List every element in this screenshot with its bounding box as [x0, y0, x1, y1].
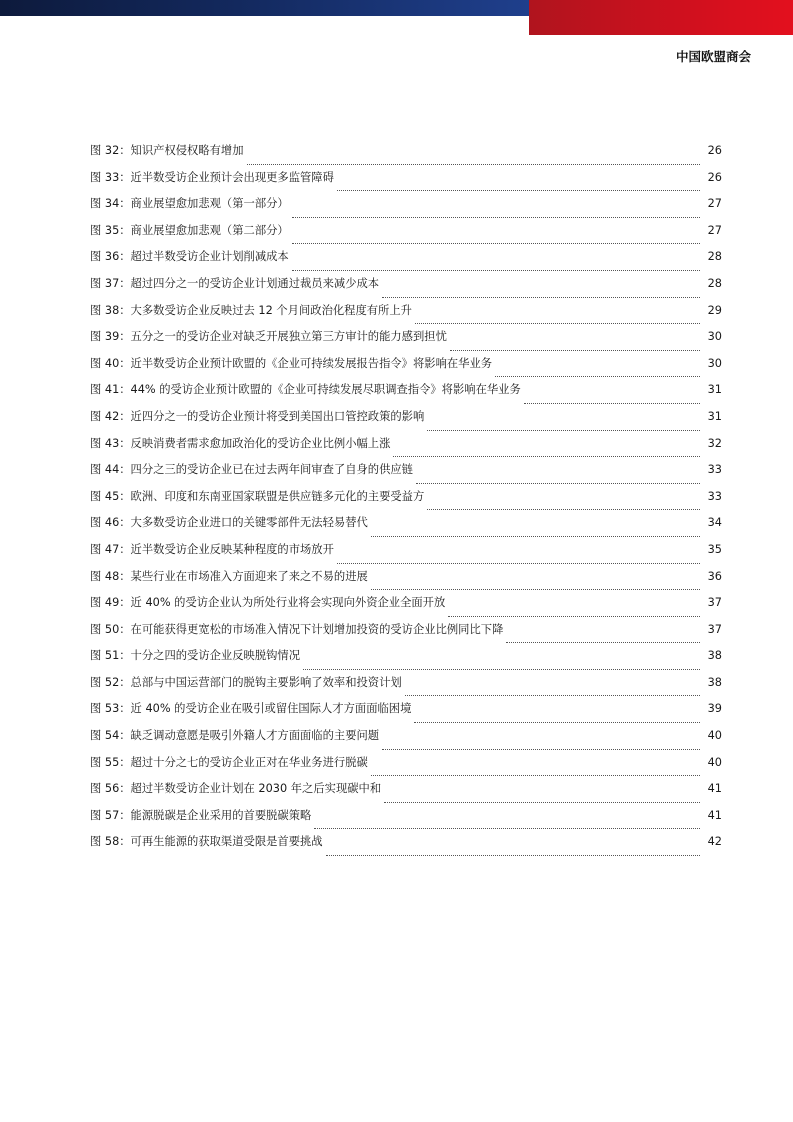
toc-entry-label: 图 34：商业展望愈加悲观（第一部分）: [90, 197, 289, 211]
dot-leader: [427, 430, 700, 431]
header-blue-bar: [0, 0, 529, 16]
toc-entry[interactable]: [90, 647, 722, 674]
toc-entry-page-number: 31: [707, 409, 722, 423]
toc-entry[interactable]: [90, 408, 722, 435]
dot-leader: [247, 164, 700, 165]
organization-name: 中国欧盟商会: [675, 49, 751, 64]
toc-entry-page-number: 32: [707, 436, 722, 450]
toc-entry-label: 图 44：四分之三的受访企业已在过去两年间审查了自身的供应链: [90, 463, 413, 477]
dot-leader: [303, 669, 700, 670]
toc-entry-page-number: 39: [707, 702, 722, 716]
toc-entry-label: 图 40：近半数受访企业预计欧盟的《企业可持续发展报告指令》将影响在华业务: [90, 356, 493, 370]
dot-leader: [393, 456, 700, 457]
toc-entry[interactable]: [90, 195, 722, 222]
dot-leader: [314, 828, 700, 829]
toc-entry-label: 图 32：知识产权侵权略有增加: [90, 144, 244, 157]
toc-entry-label: 图 57：能源脱碳是企业采用的首要脱碳策略: [90, 808, 312, 822]
toc-entry[interactable]: [90, 328, 722, 355]
toc-entry-page-number: 41: [707, 808, 722, 822]
toc-entry-page-number: 27: [707, 197, 722, 211]
dot-leader: [292, 270, 700, 271]
dot-leader: [371, 589, 700, 590]
dot-leader: [416, 483, 700, 484]
toc-entry-label: 图 43：反映消费者需求愈加政治化的受访企业比例小幅上涨: [90, 436, 391, 450]
toc-entry-label: 图 35：商业展望愈加悲观（第二部分）: [90, 223, 289, 237]
toc-entry-page-number: 42: [707, 835, 722, 849]
toc-entry-page-number: 38: [707, 675, 722, 689]
toc-entry-label: 图 37：超过四分之一的受访企业计划通过裁员来减少成本: [90, 276, 380, 290]
toc-entry[interactable]: [90, 700, 722, 727]
toc-entry-label: 图 50：在可能获得更宽松的市场准入情况下计划增加投资的受访企业比例同比下降: [90, 622, 504, 636]
dot-leader: [524, 403, 700, 404]
toc-entry-label: 图 45：欧洲、印度和东南亚国家联盟是供应链多元化的主要受益方: [90, 489, 425, 503]
dot-leader: [371, 536, 700, 537]
toc-entry[interactable]: [90, 435, 722, 462]
dot-leader: [414, 722, 700, 723]
toc-entry-label: 图 53：近 40% 的受访企业在吸引或留住国际人才方面面临困境: [90, 702, 412, 716]
toc-entry[interactable]: [90, 621, 722, 648]
header-red-bar: [529, 0, 793, 35]
toc-entry-label: 图 52：总部与中国运营部门的脱钩主要影响了效率和投资计划: [90, 675, 402, 689]
toc-entry[interactable]: [90, 514, 722, 541]
table-of-figures: [90, 142, 722, 860]
toc-entry-page-number: 35: [707, 542, 722, 556]
toc-entry-label: 图 58：可再生能源的获取渠道受限是首要挑战: [90, 835, 323, 849]
dot-leader: [427, 509, 700, 510]
toc-entry-label: 图 42：近四分之一的受访企业预计将受到美国出口管控政策的影响: [90, 409, 425, 423]
toc-entry-page-number: 29: [707, 303, 722, 317]
toc-entry-label: 图 46：大多数受访企业进口的关键零部件无法轻易替代: [90, 516, 368, 530]
dot-leader: [448, 616, 700, 617]
toc-entry[interactable]: [90, 302, 722, 329]
toc-entry[interactable]: [90, 674, 722, 701]
dot-leader: [292, 243, 700, 244]
dot-leader: [371, 775, 700, 776]
toc-entry[interactable]: [90, 169, 722, 196]
toc-entry-label: 图 38：大多数受访企业反映过去 12 个月间政治化程度有所上升: [90, 303, 412, 317]
toc-entry-label: 图 39：五分之一的受访企业对缺乏开展独立第三方审计的能力感到担忧: [90, 330, 447, 344]
toc-entry-page-number: 28: [707, 276, 722, 290]
toc-entry[interactable]: [90, 142, 722, 169]
dot-leader: [415, 323, 700, 324]
toc-entry-page-number: 31: [707, 383, 722, 397]
toc-entry-label: 图 54：缺乏调动意愿是吸引外籍人才方面面临的主要问题: [90, 729, 380, 743]
toc-entry-page-number: 37: [707, 596, 722, 610]
toc-entry-label: 图 48：某些行业在市场准入方面迎来了来之不易的进展: [90, 569, 368, 583]
toc-entry-page-number: 41: [707, 782, 722, 796]
toc-entry-label: 图 41：44% 的受访企业预计欧盟的《企业可持续发展尽职调查指令》将影响在华业务: [90, 383, 521, 397]
toc-entry-page-number: 26: [707, 144, 722, 157]
toc-entry-page-number: 36: [707, 569, 722, 583]
toc-entry[interactable]: [90, 248, 722, 275]
dot-leader: [337, 563, 700, 564]
dot-leader: [326, 855, 700, 856]
dot-leader: [495, 376, 700, 377]
toc-entry-label: 图 49：近 40% 的受访企业认为所处行业将会实现向外资企业全面开放: [90, 596, 446, 610]
dot-leader: [384, 802, 700, 803]
toc-entry-page-number: 28: [707, 250, 722, 264]
dot-leader: [506, 642, 700, 643]
toc-entry-page-number: 37: [707, 622, 722, 636]
toc-entry[interactable]: [90, 754, 722, 781]
dot-leader: [382, 749, 700, 750]
toc-entry[interactable]: [90, 780, 722, 807]
toc-entry[interactable]: [90, 381, 722, 408]
toc-entry-label: 图 33：近半数受访企业预计会出现更多监管障碍: [90, 170, 334, 184]
header-color-bar: [0, 0, 793, 35]
toc-entry-page-number: 34: [707, 516, 722, 530]
toc-entry[interactable]: [90, 833, 722, 860]
toc-entry-page-number: 40: [707, 729, 722, 743]
dot-leader: [292, 217, 700, 218]
toc-entry[interactable]: [90, 568, 722, 595]
toc-entry-page-number: 33: [707, 489, 722, 503]
toc-entry-page-number: 26: [707, 170, 722, 184]
toc-entry-page-number: 40: [707, 755, 722, 769]
toc-entry[interactable]: [90, 355, 722, 382]
toc-entry[interactable]: [90, 488, 722, 515]
toc-entry-label: 图 36：超过半数受访企业计划削减成本: [90, 250, 289, 264]
toc-entry-page-number: 27: [707, 223, 722, 237]
dot-leader: [337, 190, 700, 191]
dot-leader: [382, 297, 700, 298]
toc-entry-page-number: 30: [707, 356, 722, 370]
toc-entry-page-number: 38: [707, 649, 722, 663]
toc-entry-label: 图 55：超过十分之七的受访企业正对在华业务进行脱碳: [90, 755, 368, 769]
toc-entry[interactable]: [90, 807, 722, 834]
toc-entry[interactable]: [90, 461, 722, 488]
toc-entry[interactable]: [90, 275, 722, 302]
dot-leader: [450, 350, 700, 351]
dot-leader: [405, 695, 700, 696]
toc-entry-page-number: 33: [707, 463, 722, 477]
toc-entry[interactable]: [90, 222, 722, 249]
toc-entry[interactable]: [90, 541, 722, 568]
toc-entry-page-number: 30: [707, 330, 722, 344]
toc-entry-label: 图 51：十分之四的受访企业反映脱钩情况: [90, 649, 301, 663]
toc-entry-label: 图 47：近半数受访企业反映某种程度的市场放开: [90, 542, 334, 556]
toc-entry[interactable]: [90, 727, 722, 754]
toc-entry-label: 图 56：超过半数受访企业计划在 2030 年之后实现碳中和: [90, 782, 382, 796]
toc-entry[interactable]: [90, 594, 722, 621]
